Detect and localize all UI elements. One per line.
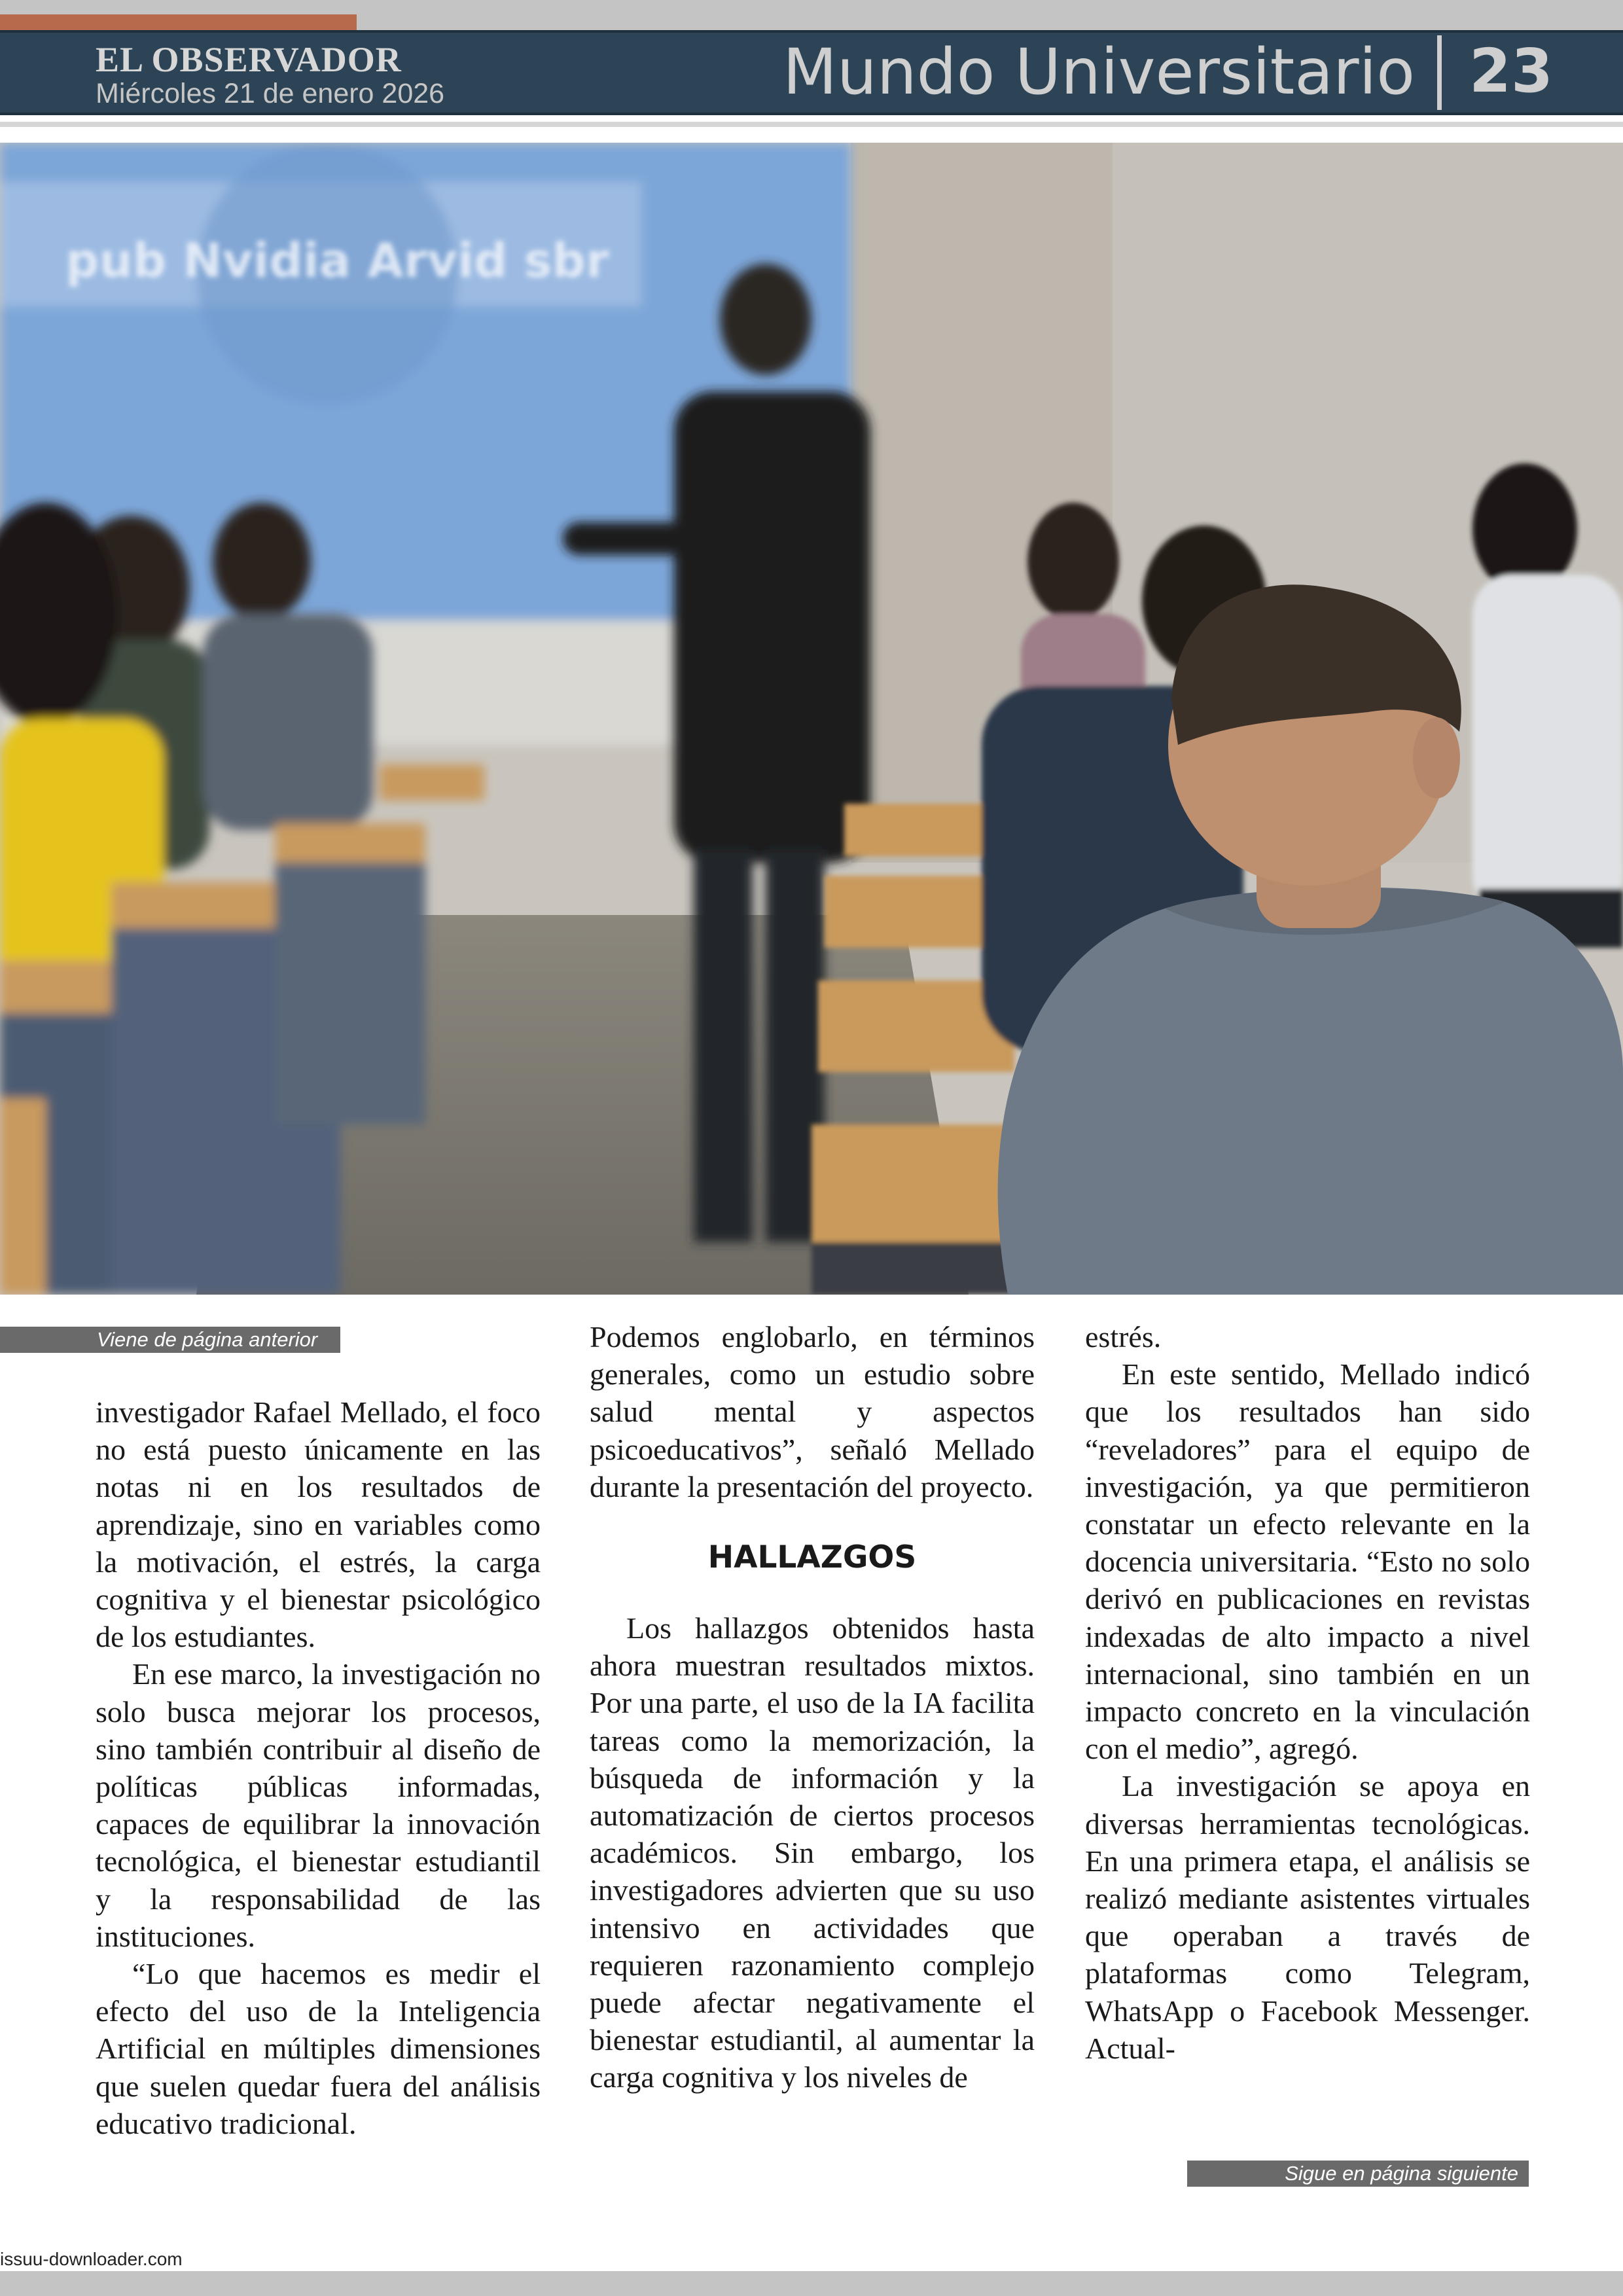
screen-text: pub Nvidia Arvid sbr [65,233,609,288]
paragraph: En ese marco, la investigación no solo busca mejorar los procesos, sino también contribuir al diseño de políticas públicas informadas, capaces de equilibrar la innovación tecnológica, el bienestar estudiantil y la responsabilidad de las instituciones. [96,1657,541,1953]
paragraph: Podemos englobarlo, en términos generales, como un estudio sobre salud mental y aspectos psicoeducativos”, señaló Mellado durante la presentación del proyecto. [590,1320,1035,1503]
lecture-photo [0,143,1623,1295]
article-column-1 [96,1393,541,2142]
article-column-3 [1085,1318,1530,2067]
page-number: 23 [1469,36,1554,106]
subheading: HALLAZGOS [707,1539,917,1576]
section-title: Mundo Universitario [783,35,1415,109]
lecture-photo-illustration [0,143,1623,1295]
paragraph: Los hallazgos obtenidos hasta ahora muestran resultados mixtos. Por una parte, el uso de la IA facilita tareas como la memorización, la búsqueda de información y la automatización de ciertos procesos académicos. Sin embargo, los investigadores advierten que su uso intensivo en actividades que requieren razonamiento complejo puede afectar negativamente el bienestar estudiantil, al aumentar la carga cognitiva y los niveles de [590,1611,1035,2094]
watermark-text: issuu-downloader.com [0,2249,183,2269]
newspaper-name: EL OBSERVADOR [96,40,402,79]
accent-bar [0,14,357,30]
paragraph: En este sentido, Mellado indicó que los resultados han sido “reveladores” para el equipo de investigación, ya que permitieron constatar un efecto relevante en la docencia universitaria. “Esto no solo derivó en publicaciones en revistas indexadas de alto impacto a nivel internacional, sino también en un impacto concreto en la vinculación con el medio”, agregó. [1085,1357,1530,1766]
bottom-strip [0,2271,1623,2296]
continued-on-tag: Sigue en página siguiente [1187,2161,1529,2187]
masthead [0,30,1623,115]
paragraph: “Lo que hacemos es medir el efecto del uso de la Inteligencia Artificial en múltiples dimensiones que suelen quedar fuera del análisis educativo tradicional. [96,1957,541,2140]
continued-from-tag: Viene de página anterior [0,1327,340,1353]
paragraph: La investigación se apoya en diversas herramientas tecnológicas. En una primera etapa, el análisis se realizó mediante asistentes virtuales que operaban a través de plataformas como Telegram, WhatsApp o Facebook Messenger. Actual- [1085,1769,1530,2065]
header-rule [0,122,1623,127]
issue-date: Miércoles 21 de enero 2026 [96,78,445,109]
paragraph: investigador Rafael Mellado, el foco no está puesto únicamente en las notas ni en los resultados de aprendizaje, sino en variables como la motivación, el estrés, la carga cognitiva y el bienestar psicológico de los estudiantes. [96,1395,541,1654]
paragraph: estrés. [1085,1320,1162,1354]
header-divider [1437,35,1442,110]
article-column-2 [590,1318,1035,2096]
